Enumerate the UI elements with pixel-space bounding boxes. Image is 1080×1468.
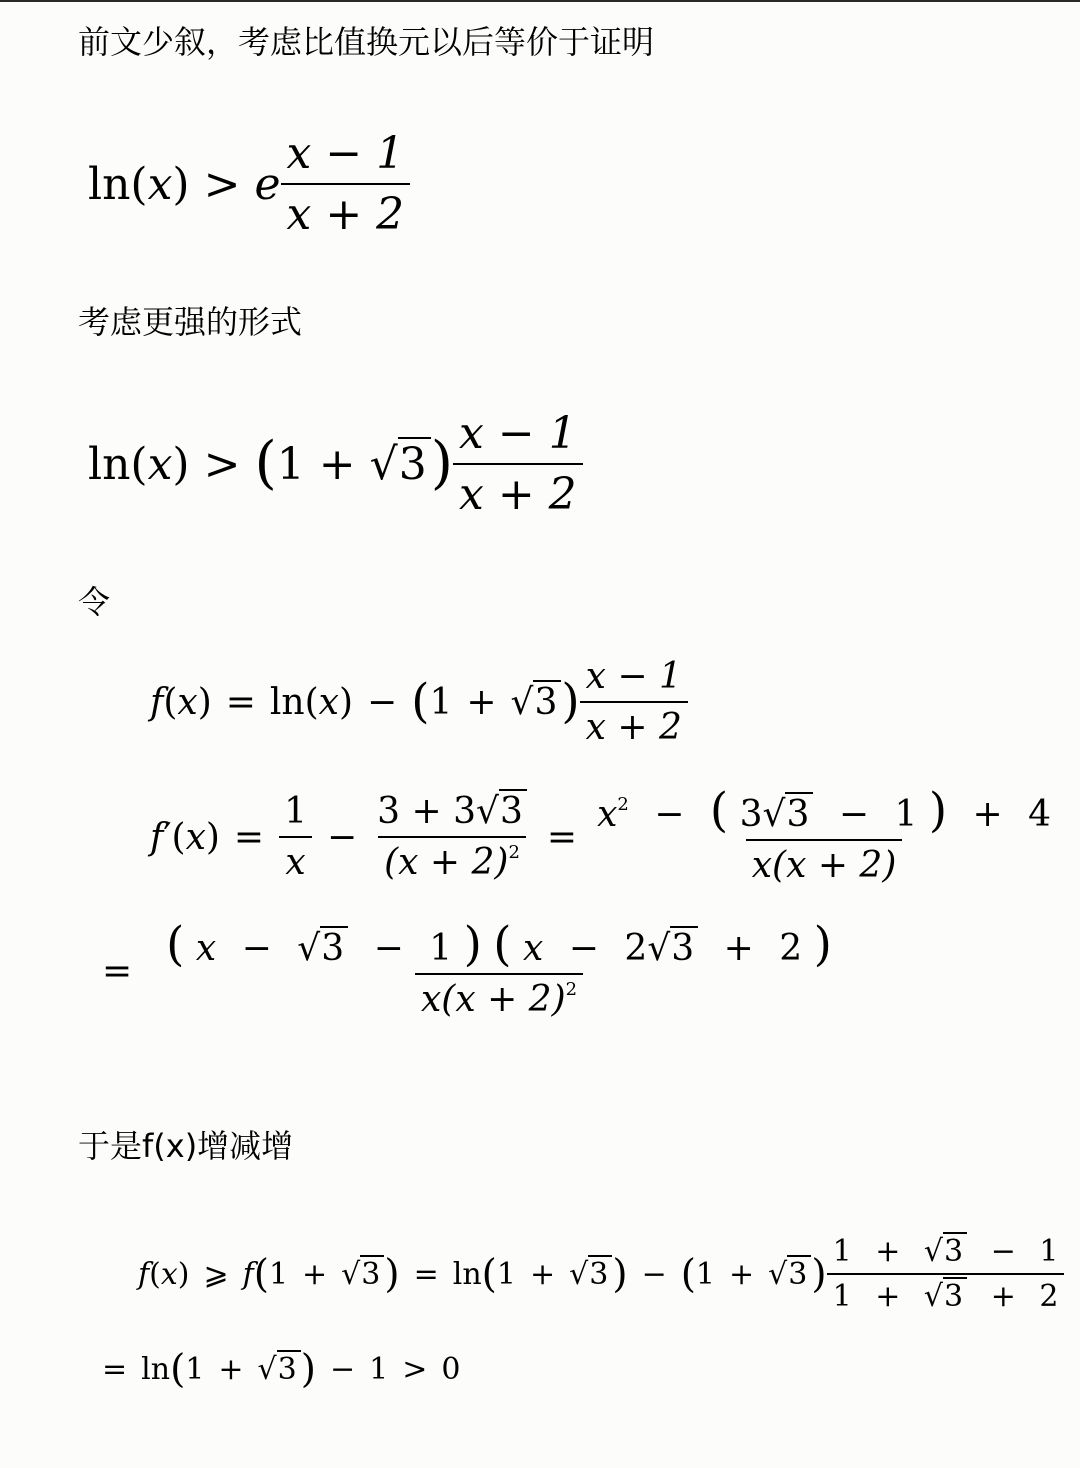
- sqrt: [258, 1352, 301, 1387]
- sqrt-sign: √: [297, 928, 321, 969]
- var-x: x: [147, 438, 173, 490]
- num: 1: [429, 681, 453, 723]
- sqrt-sign: √: [476, 790, 499, 832]
- num: 1: [832, 1234, 852, 1269]
- fraction: [281, 128, 411, 240]
- eq-sign: =: [546, 816, 578, 858]
- denominator: x + 2: [281, 183, 411, 240]
- eq-sign: =: [102, 950, 133, 992]
- radicand: 3: [320, 926, 348, 969]
- sqrt: [370, 439, 431, 490]
- num: 2: [624, 928, 648, 969]
- denominator: x(x + 2): [746, 839, 903, 886]
- num: 4: [1028, 794, 1052, 835]
- gt-sign: >: [203, 438, 241, 490]
- sqrt-sign: √: [510, 681, 534, 723]
- radicand: 3: [785, 792, 813, 835]
- monotonic-text: 于是f(x)增减增: [78, 1127, 294, 1165]
- exponent: 2: [617, 793, 629, 815]
- plus: +: [529, 1256, 556, 1292]
- big-paren: ): [928, 784, 948, 838]
- numerator: x − 1: [459, 408, 577, 459]
- sqrt-sign: √: [923, 1279, 944, 1314]
- var-x: x: [160, 1256, 178, 1292]
- fraction: [278, 791, 313, 883]
- num: 2: [779, 928, 803, 969]
- big-paren: (: [254, 430, 277, 497]
- sqrt-sign: √: [647, 928, 671, 969]
- numerator: x − 1: [585, 656, 682, 697]
- plus: +: [990, 1279, 1016, 1314]
- sqrt: [511, 682, 562, 723]
- plus: +: [972, 794, 1003, 835]
- gt-sign: >: [203, 158, 241, 210]
- func-f: f: [150, 681, 164, 723]
- eq-sign: =: [102, 1352, 128, 1387]
- paren: (: [130, 158, 148, 210]
- var-x: x: [195, 928, 217, 969]
- minus: −: [327, 816, 358, 858]
- sqrt-sign: √: [569, 1256, 589, 1292]
- var-x: x: [523, 928, 544, 969]
- ln-text: ln: [88, 438, 131, 490]
- gt-sign: >: [402, 1352, 428, 1387]
- equation-f-def: [150, 656, 688, 748]
- sqrt-sign: √: [762, 794, 786, 835]
- ln-text: ln: [269, 681, 305, 723]
- plus: +: [875, 1279, 901, 1314]
- big-paren: ): [384, 1251, 400, 1297]
- sqrt: [924, 1279, 967, 1314]
- fraction: [591, 784, 1057, 886]
- var-x: x: [597, 794, 618, 835]
- intro-text: 前文少叙，考虑比值换元以后等价于证明: [78, 23, 655, 61]
- prime: ′: [163, 816, 172, 858]
- paren: (: [130, 438, 148, 490]
- radicand: 3: [398, 437, 431, 490]
- equation-2: [88, 408, 583, 520]
- minus: −: [373, 928, 404, 969]
- fraction: [371, 791, 533, 883]
- big-paren: ): [813, 918, 832, 972]
- denominator-base: (x + 2): [384, 842, 509, 884]
- fraction: [580, 656, 688, 748]
- minus: −: [641, 1256, 667, 1292]
- numerator: x − 1: [286, 128, 405, 179]
- numerator: 1: [284, 791, 307, 832]
- sqrt-sign: √: [369, 438, 398, 490]
- sqrt: [924, 1234, 967, 1269]
- paren: ): [177, 1256, 190, 1292]
- plus: +: [302, 1256, 328, 1292]
- var-x: x: [318, 681, 339, 723]
- minus: −: [367, 681, 398, 723]
- radicand: 3: [943, 1232, 967, 1269]
- radicand: 3: [533, 680, 561, 723]
- eq-sign: =: [233, 816, 265, 858]
- num: 1: [276, 438, 305, 490]
- paren: ): [205, 816, 220, 858]
- big-paren: ): [430, 430, 454, 497]
- fraction: [160, 918, 838, 1021]
- paren: (: [304, 681, 319, 723]
- denominator: x + 2: [453, 463, 583, 520]
- num: 1: [695, 1256, 716, 1292]
- exponent: 2: [508, 841, 520, 863]
- num: 1: [496, 1256, 516, 1292]
- stronger-form-text: 考虑更强的形式: [78, 303, 303, 341]
- paren: ): [172, 438, 190, 490]
- num: 2: [1039, 1279, 1059, 1314]
- ge-sign: ⩾: [203, 1256, 229, 1292]
- var-x: x: [177, 681, 198, 723]
- eq-sign: =: [413, 1256, 439, 1292]
- plus: +: [875, 1234, 901, 1269]
- var-x: x: [185, 816, 206, 858]
- radicand: 3: [360, 1255, 384, 1292]
- big-paren: (: [166, 918, 185, 972]
- plus: +: [466, 681, 497, 723]
- var-e: e: [254, 158, 281, 210]
- big-paren: (: [680, 1251, 696, 1297]
- radicand: 3: [588, 1255, 612, 1292]
- radicand: 3: [943, 1277, 967, 1314]
- num: 1: [1039, 1234, 1059, 1269]
- sqrt: [341, 1257, 384, 1292]
- num: 1: [369, 1352, 389, 1387]
- equation-1: [88, 128, 410, 240]
- denominator: x + 2: [580, 701, 688, 748]
- num: 1: [832, 1279, 852, 1314]
- plus: +: [723, 928, 754, 969]
- paren: (: [171, 816, 186, 858]
- big-paren: (: [481, 1251, 497, 1297]
- top-border: [0, 0, 1080, 2]
- equation-conclusion: [102, 1347, 461, 1392]
- radicand: 3: [787, 1255, 811, 1292]
- big-paren: (: [170, 1347, 186, 1392]
- denominator: x: [279, 836, 311, 883]
- num: 1: [894, 794, 918, 835]
- num: 3: [739, 794, 763, 835]
- equation-factored: [102, 918, 838, 1021]
- num: 1: [429, 928, 453, 969]
- exponent: 2: [565, 979, 578, 1000]
- big-paren: ): [463, 918, 482, 972]
- minus: −: [568, 928, 599, 969]
- paren: (: [163, 681, 178, 723]
- big-paren: (: [253, 1251, 269, 1297]
- equation-derivative: [150, 784, 1057, 886]
- sqrt: [476, 791, 527, 832]
- plus: +: [218, 1352, 244, 1387]
- big-paren: ): [612, 1251, 628, 1297]
- big-paren: ): [561, 674, 580, 729]
- ln-text: ln: [141, 1352, 171, 1387]
- minus: −: [241, 928, 272, 969]
- minus: −: [838, 794, 870, 835]
- plus: +: [318, 438, 356, 490]
- minus: −: [329, 1352, 356, 1387]
- big-paren: (: [411, 674, 430, 729]
- big-paren: (: [709, 784, 729, 838]
- paren: ): [197, 681, 212, 723]
- num: 1: [185, 1352, 205, 1387]
- paren: ): [172, 158, 190, 210]
- big-paren: (: [493, 918, 512, 972]
- fraction: [827, 1234, 1065, 1314]
- sqrt-sign: √: [768, 1256, 788, 1292]
- equation-min-value: [138, 1234, 1064, 1314]
- sqrt-sign: √: [257, 1352, 277, 1387]
- ln-text: ln: [88, 158, 131, 210]
- minus: −: [654, 794, 685, 835]
- sqrt: [297, 928, 348, 969]
- sqrt: [647, 928, 698, 969]
- let-text: 令: [78, 583, 111, 621]
- big-paren: ): [300, 1347, 316, 1392]
- paren: (: [149, 1256, 161, 1292]
- sqrt-sign: √: [341, 1256, 361, 1292]
- sqrt: [569, 1257, 612, 1292]
- func-f: f: [242, 1256, 254, 1292]
- plus: +: [729, 1256, 755, 1292]
- fraction: [453, 408, 583, 520]
- sqrt: [768, 1257, 811, 1292]
- radicand: 3: [670, 926, 698, 969]
- num: 0: [441, 1352, 461, 1387]
- func-f: f: [150, 816, 164, 858]
- sqrt: [763, 794, 814, 835]
- paren: ): [338, 681, 354, 723]
- num: 1: [268, 1256, 289, 1292]
- denominator-base: x(x + 2): [420, 979, 566, 1021]
- var-x: x: [147, 158, 173, 210]
- numerator-part: 3 + 3: [377, 790, 477, 832]
- big-paren: ): [811, 1251, 827, 1297]
- radicand: 3: [277, 1350, 301, 1387]
- radicand: 3: [499, 789, 527, 832]
- minus: −: [990, 1234, 1016, 1269]
- sqrt-sign: √: [923, 1234, 944, 1269]
- ln-text: ln: [452, 1256, 482, 1292]
- eq-sign: =: [225, 681, 256, 723]
- func-f: f: [138, 1256, 150, 1292]
